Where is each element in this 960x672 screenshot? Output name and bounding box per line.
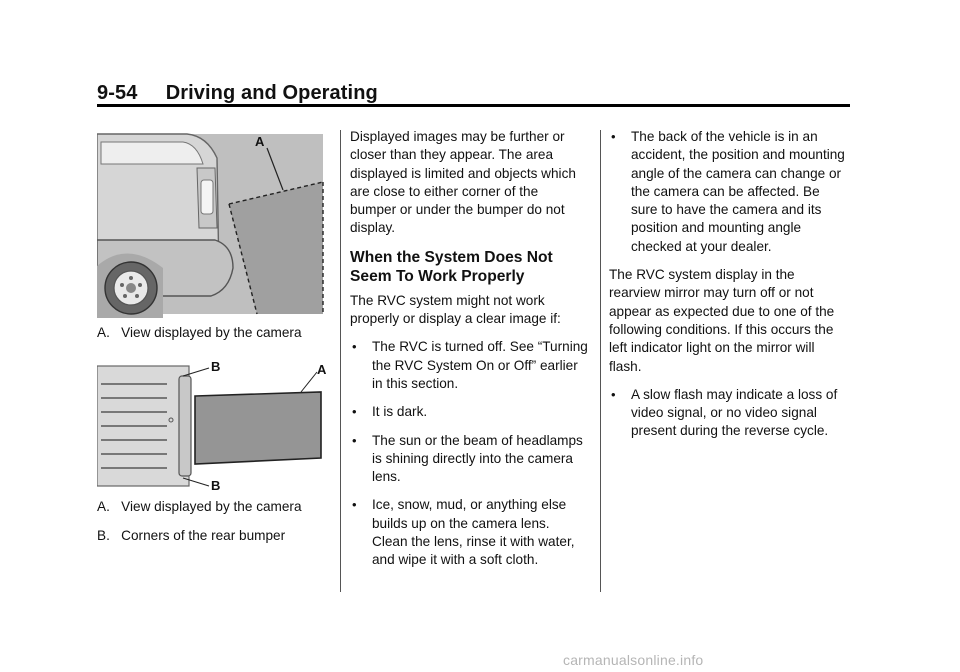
list-item-text: The back of the vehicle is in an accident, the position and mounting angle of the camera can change or the camera can be affected. Be sure to have the camera and its position and mounting angle checked at your dealer. [631,129,845,254]
figure-rear-view-top [97,360,329,492]
page-title: 9-54 Driving and Operating [97,82,378,104]
section-heading: When the System Does Not Seem To Work Properly [350,248,553,285]
fig2-label-b-top: B [211,360,221,375]
column-figures [97,128,329,555]
list-item-text: The sun or the beam of headlamps is shining directly into the camera lens. [372,432,583,485]
list-item-text: The RVC is turned off. See “Turning the RVC System On or Off” earlier in this section. [372,339,588,391]
fig2-label-a: A [317,362,327,378]
watermark-text: carmanualsonline.info [563,652,704,668]
list-item [609,386,849,441]
mirror-paragraph: The RVC system display in the rearview mirror may turn off or not appear as expected due to one of the following conditions. If this occurs the left indicator light on the mirror will flash. [609,267,835,374]
bullet-icon: • [352,432,357,448]
fig1-label-a: A [255,134,265,149]
list-item [350,338,588,393]
figure-rear-view-side [97,128,327,318]
header-rule [97,104,850,107]
page-header [97,82,850,106]
column-divider-2 [600,130,601,592]
caption-fig2-b: B. Corners of the rear bumper [97,527,286,543]
column-body-1 [350,128,588,580]
list-item-text: Ice, snow, mud, or anything else builds up on the camera lens. Clean the lens, rinse it with water, and wipe it with a soft cloth. [372,497,575,568]
intro-paragraph: Displayed images may be further or closer than they appear. The area displayed is limited and objects which are close to either corner of the bumper or under the bumper do not display. [350,129,576,236]
fig2-label-b-bottom: B [211,478,221,493]
list-item [350,496,588,569]
list-item-text: It is dark. [372,404,428,420]
list-item [609,128,849,256]
bullet-icon: • [611,129,616,144]
caption-fig1: A. View displayed by the camera [97,325,302,340]
bullet-icon: • [352,339,357,355]
bullet-icon: • [352,404,357,420]
lead-paragraph: The RVC system might not work properly or display a clear image if: [350,292,561,327]
column-divider-1 [340,130,341,592]
caption-fig2-a: A. View displayed by the camera [97,499,302,515]
bullet-icon: • [611,386,616,402]
bullet-icon: • [352,497,357,513]
column-body-2 [609,128,849,451]
list-item [350,403,588,421]
list-item-text: A slow flash may indicate a loss of video signal, or no video signal present during the reverse cycle. [631,386,838,439]
list-item [350,432,588,487]
